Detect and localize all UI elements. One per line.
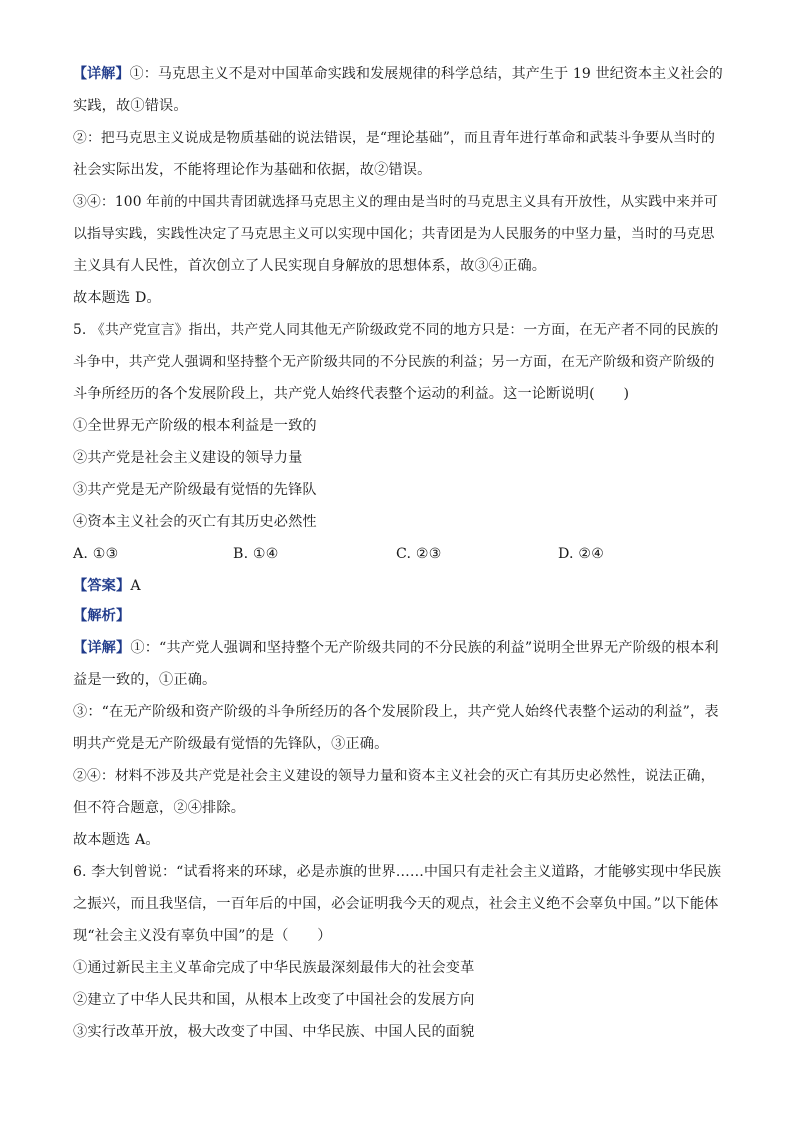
detail-label: 【详解】: [73, 640, 131, 656]
question-5-detail-4: 明共产党是无产阶级最有觉悟的先锋队，③正确。: [73, 736, 389, 752]
answer-label: 【答案】: [73, 578, 131, 594]
analysis-4-line-2: 实践，故①错误。: [73, 98, 188, 114]
analysis-4-line-7: 主义具有人民性，首次创立了人民实现自身解放的思想体系，故③④正确。: [73, 258, 547, 274]
question-6-statement-3: ③实行改革开放，极大改变了中国、中华民族、中国人民的面貌: [73, 1024, 475, 1040]
question-5-statement-4: ④资本主义社会的灭亡有其历史必然性: [73, 514, 317, 530]
question-5-detail-3: ③：“在无产阶级和资产阶级的斗争所经历的各个发展阶段上，共产党人始终代表整个运动的利益”，表: [73, 704, 719, 720]
analysis-4-line-5: ③④：100 年前的中国共青团就选择马克思主义的理由是当时的马克思主义具有开放性，从实践中来并可: [73, 194, 718, 210]
question-5-detail-1: 【详解】①：“共产党人强调和坚持整个无产阶级共同的不分民族的利益”说明全世界无产阶级的根本利: [73, 640, 719, 656]
option-c: C. ②③: [396, 546, 442, 562]
question-5-detail-5: ②④：材料不涉及共产党是社会主义建设的领导力量和资本主义社会的灭亡有其历史必然性，说法正确，: [73, 768, 715, 784]
answer-value: A: [130, 578, 141, 594]
analysis-4-line-4: 社会实际出发，不能将理论作为基础和依据，故②错误。: [73, 162, 432, 178]
question-5-stem-2: 斗争中，共产党人强调和坚持整个无产阶级共同的不分民族的利益；另一方面，在无产阶级和资产阶级的: [73, 354, 715, 370]
question-5-detail-2: 益是一致的，①正确。: [73, 672, 217, 688]
analysis-label: 【解析】: [73, 608, 131, 624]
question-5-options: [73, 544, 723, 564]
detail-label: 【详解】: [73, 66, 130, 82]
question-5-statement-3: ③共产党是无产阶级最有觉悟的先锋队: [73, 482, 317, 498]
question-5-conclusion: 故本题选 A。: [73, 832, 160, 848]
analysis-4-conclusion: 故本题选 D。: [73, 290, 161, 306]
option-b: B. ①④: [233, 546, 279, 562]
question-6-stem-3: 现“社会主义没有辜负中国”的是（ ）: [73, 928, 332, 944]
analysis-4-line-1: 【详解】①：马克思主义不是对中国革命实践和发展规律的科学总结，其产生于 19 世纪资本主义社会的: [73, 66, 723, 82]
option-a: A. ①③: [73, 546, 119, 562]
question-6-statement-2: ②建立了中华人民共和国，从根本上改变了中国社会的发展方向: [73, 992, 475, 1008]
question-5-statement-2: ②共产党是社会主义建设的领导力量: [73, 450, 303, 466]
question-6-stem-2: 之振兴，而且我坚信，一百年后的中国，必会证明我今天的观点，社会主义绝不会辜负中国。”以下能体: [73, 896, 719, 912]
option-d: D. ②④: [558, 546, 605, 562]
answer-line: [73, 576, 141, 596]
question-5-detail-6: 但不符合题意，②④排除。: [73, 800, 246, 816]
analysis-4-line-6: 以指导实践，实践性决定了马克思主义可以实现中国化；共青团是为人民服务的中坚力量，当时的马克思: [73, 226, 715, 242]
question-5-stem-3: 斗争所经历的各个发展阶段上，共产党人始终代表整个运动的利益。这一论断说明( ): [73, 386, 630, 402]
question-5-statement-1: ①全世界无产阶级的根本利益是一致的: [73, 418, 317, 434]
question-6-stem-1: 6. 李大钊曾说：“试看将来的环球，必是赤旗的世界……中国只有走社会主义道路，才能够实现中华民族: [73, 864, 722, 880]
question-5-stem-1: 5. 《共产党宣言》指出，共产党人同其他无产阶级政党不同的地方只是：一方面，在无产者不同的民族的: [73, 322, 719, 338]
question-6-statement-1: ①通过新民主主义革命完成了中华民族最深刻最伟大的社会变革: [73, 960, 475, 976]
analysis-heading: [73, 606, 130, 626]
analysis-4-line-3: ②：把马克思主义说成是物质基础的说法错误，是“理论基础”，而且青年进行革命和武装斗争要从当时的: [73, 130, 716, 146]
